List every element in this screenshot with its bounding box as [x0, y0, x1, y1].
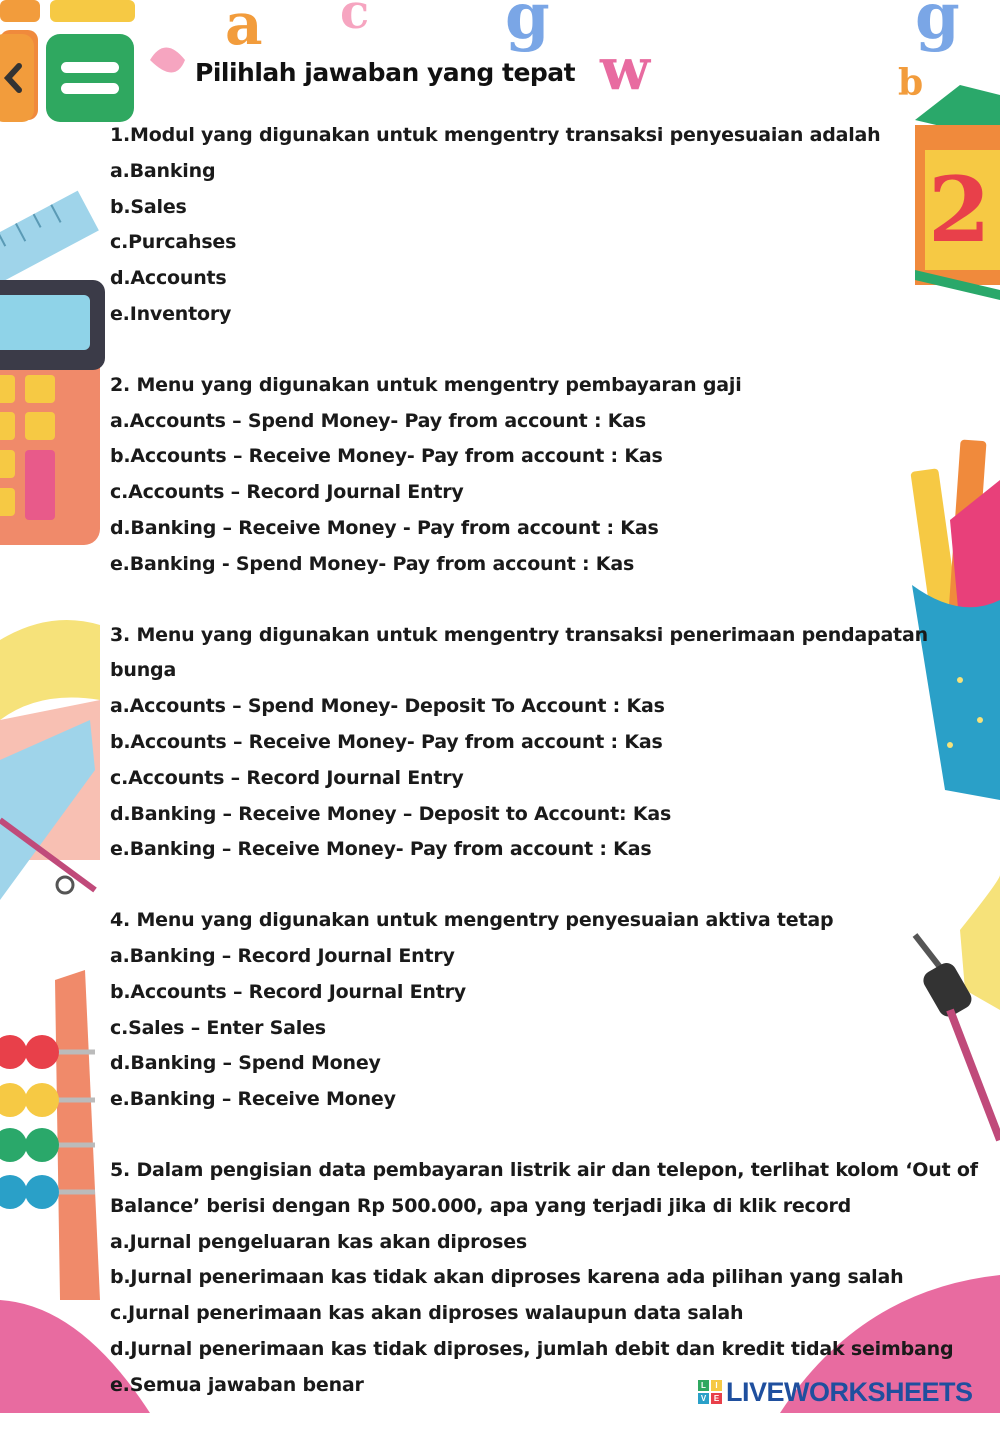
question-text: 4. Menu yang digunakan untuk mengentry penyesuaian aktiva tetap: [110, 909, 834, 932]
answer-option: c.Jurnal penerimaan kas akan diproses walaupun data salah: [110, 1302, 744, 1325]
back-button[interactable]: [0, 34, 34, 122]
answer-option: e.Banking – Receive Money- Pay from account : Kas: [110, 838, 652, 861]
question-block: [110, 118, 980, 333]
page-title: Pilihlah jawaban yang tepat: [195, 58, 576, 87]
answer-option: b.Accounts – Receive Money- Pay from account : Kas: [110, 730, 663, 753]
question-text: 3. Menu yang digunakan untuk mengentry transaksi penerimaan pendapatan bunga: [110, 623, 928, 682]
top-block-orange: [0, 0, 40, 22]
chevron-left-icon: [3, 63, 23, 93]
pink-doodle: [150, 48, 185, 73]
question-list: [110, 118, 980, 1439]
logo-letter: V: [698, 1393, 709, 1404]
doodle-letter-g: g: [505, 0, 550, 54]
answer-option: c.Accounts – Record Journal Entry: [110, 766, 464, 789]
answer-option: d.Banking – Receive Money - Pay from account : Kas: [110, 516, 659, 539]
answer-option: e.Inventory: [110, 302, 232, 325]
question-text: 5. Dalam pengisian data pembayaran listrik air dan telepon, terlihat kolom ‘Out of Balance’ berisi dengan Rp 500.000, apa yang terjadi jika di klik record: [110, 1158, 978, 1217]
ruler-illustration: [0, 191, 99, 287]
doodle-letter-c: c: [340, 0, 370, 40]
liveworksheets-watermark: [698, 1375, 973, 1409]
doodle-letter-g2: g: [915, 0, 960, 54]
answer-option: c.Accounts – Record Journal Entry: [110, 481, 464, 504]
doodle-letter-b: b: [898, 62, 924, 104]
answer-option: d.Accounts: [110, 267, 227, 290]
doodle-letter-w: w: [600, 35, 650, 103]
answer-option: a.Jurnal pengeluaran kas akan diproses: [110, 1230, 528, 1253]
answer-option: a.Accounts – Spend Money- Pay from account : Kas: [110, 409, 647, 432]
question-block: [110, 618, 980, 869]
question-text: 1.Modul yang digunakan untuk mengentry transaksi penyesuaian adalah: [110, 124, 881, 146]
question-block: [110, 368, 980, 583]
answer-option: a.Banking – Record Journal Entry: [110, 944, 455, 967]
logo-letter: E: [711, 1393, 722, 1404]
answer-option: a.Accounts – Spend Money- Deposit To Account : Kas: [110, 695, 665, 718]
menu-bar-icon: [61, 83, 119, 94]
logo-letter: L: [698, 1380, 709, 1391]
block-number: 2: [928, 157, 991, 263]
protractor-illustration: [0, 620, 100, 900]
answer-option: b.Jurnal penerimaan kas tidak akan diproses karena ada pilihan yang salah: [110, 1266, 904, 1289]
answer-option: b.Sales: [110, 195, 187, 218]
answer-option: d.Banking – Spend Money: [110, 1052, 381, 1075]
question-block: [110, 1153, 980, 1404]
answer-option: a.Banking: [110, 159, 216, 182]
answer-option: e.Banking – Receive Money: [110, 1088, 396, 1111]
answer-option: e.Banking - Spend Money- Pay from account : Kas: [110, 552, 635, 575]
question-block: [110, 903, 980, 1118]
logo-letter: I: [711, 1380, 722, 1391]
menu-bar-icon: [61, 62, 119, 73]
answer-option: b.Accounts – Record Journal Entry: [110, 980, 466, 1003]
question-text: 2. Menu yang digunakan untuk mengentry pembayaran gaji: [110, 373, 742, 396]
answer-option: d.Banking – Receive Money – Deposit to Account: Kas: [110, 802, 672, 825]
doodle-letter-a: a: [225, 0, 263, 58]
calculator-illustration: [0, 280, 105, 545]
answer-option: d.Jurnal penerimaan kas tidak diproses, jumlah debit dan kredit tidak seimbang: [110, 1337, 954, 1360]
liveworksheets-logo-icon: [698, 1380, 722, 1404]
liveworksheets-brand: LIVEWORKSHEETS: [726, 1376, 973, 1407]
answer-option: c.Purcahses: [110, 231, 237, 254]
answer-option: c.Sales – Enter Sales: [110, 1016, 326, 1039]
answer-option: b.Accounts – Receive Money- Pay from account : Kas: [110, 445, 663, 468]
top-block-yellow: [50, 0, 135, 22]
abacus-illustration: [0, 970, 100, 1300]
menu-button[interactable]: [46, 34, 134, 122]
answer-option: e.Semua jawaban benar: [110, 1373, 364, 1396]
